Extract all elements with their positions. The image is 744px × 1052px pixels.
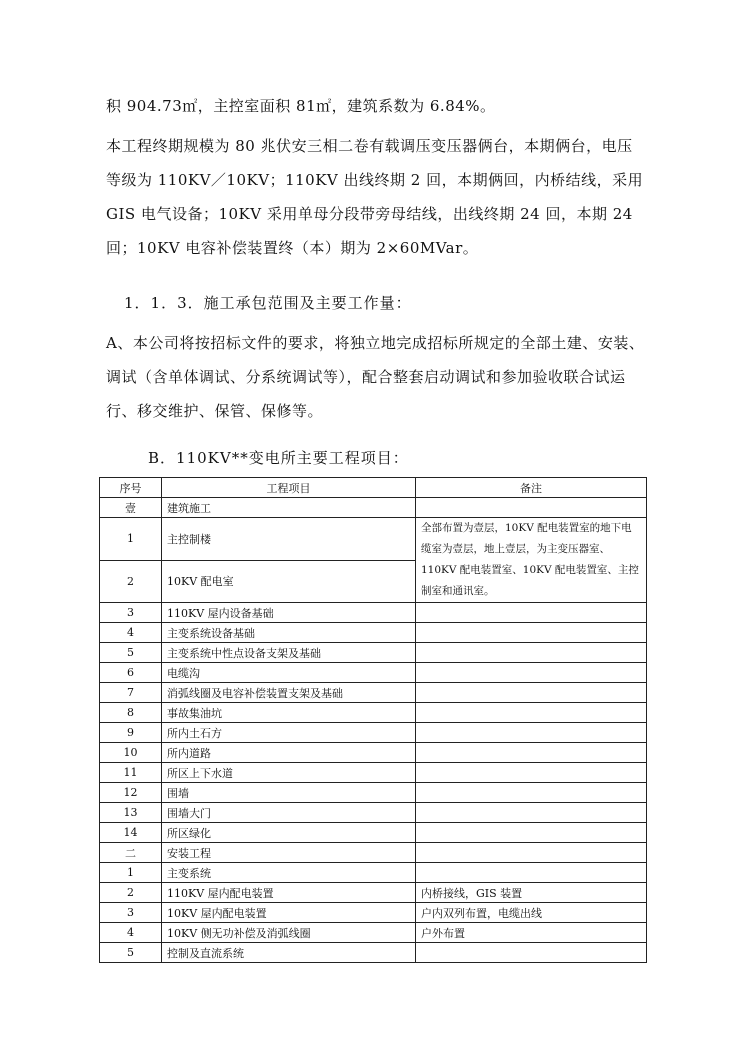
row-seq: 14 [100, 823, 162, 843]
row-note [416, 643, 647, 663]
area-paragraph: 积 904.73㎡，主控室面积 81㎡，建筑系数为 6.84%。 [106, 97, 496, 115]
row-note [416, 723, 647, 743]
row-item: 主变系统 [162, 863, 416, 883]
table-row [100, 863, 647, 883]
row-note: 全部布置为壹层，10KV 配电装置室的地下电缆室为壹层，地上壹层，为主变压器室、110KV 配电装置室、10KV 配电装置室、主控制室和通讯室。 [416, 518, 647, 603]
row-item: 10KV 侧无功补偿及消弧线圈 [162, 923, 416, 943]
row-note [416, 663, 647, 683]
row-item: 控制及直流系统 [162, 943, 416, 963]
row-item: 10KV 屋内配电装置 [162, 903, 416, 923]
row-item: 安装工程 [162, 843, 416, 863]
row-note [416, 783, 647, 803]
table-row [100, 743, 647, 763]
row-note [416, 703, 647, 723]
row-note [416, 498, 647, 518]
row-note [416, 623, 647, 643]
table-row [100, 823, 647, 843]
row-seq: 4 [100, 623, 162, 643]
main-works-table [99, 477, 647, 963]
row-item: 所内土石方 [162, 723, 416, 743]
row-seq: 壹 [100, 498, 162, 518]
row-item: 所区绿化 [162, 823, 416, 843]
table-row [100, 843, 647, 863]
table-header-row [100, 478, 647, 498]
row-item: 110KV 屋内设备基础 [162, 603, 416, 623]
row-seq: 12 [100, 783, 162, 803]
row-seq: 1 [100, 518, 162, 561]
table-row [100, 943, 647, 963]
table-row [100, 763, 647, 783]
row-note: 户外布置 [416, 923, 647, 943]
table-row [100, 903, 647, 923]
row-item: 围墙 [162, 783, 416, 803]
row-item: 主变系统中性点设备支架及基础 [162, 643, 416, 663]
row-item: 所区上下水道 [162, 763, 416, 783]
row-seq: 11 [100, 763, 162, 783]
table-row [100, 883, 647, 903]
table-row [100, 498, 647, 518]
table-row [100, 723, 647, 743]
row-item: 所内道路 [162, 743, 416, 763]
row-item: 主控制楼 [162, 518, 416, 561]
table-row [100, 663, 647, 683]
row-seq: 9 [100, 723, 162, 743]
row-note [416, 843, 647, 863]
header-item: 工程项目 [162, 478, 416, 498]
row-seq: 二 [100, 843, 162, 863]
table-heading: B．110KV**变电所主要工程项目： [148, 449, 409, 467]
row-seq: 13 [100, 803, 162, 823]
table-row [100, 518, 647, 561]
row-note: 内桥接线，GIS 装置 [416, 883, 647, 903]
row-seq: 3 [100, 903, 162, 923]
row-seq: 7 [100, 683, 162, 703]
section-heading: 1．1．3．施工承包范围及主要工作量： [124, 294, 412, 312]
project-scale-paragraph: 本工程终期规模为 80 兆伏安三相二卷有载调压变压器俩台，本期俩台，电压等级为 110KV／10KV；110KV 出线终期 2 回，本期俩回，内桥结线，采用 GIS 电气设备；10KV 采用单母分段带旁母结线，出线终期 24 回，本期 24 回；10KV 电容补偿装置终（本）期为 2×60MVar。 [106, 137, 644, 257]
table-row [100, 643, 647, 663]
row-note [416, 743, 647, 763]
header-seq: 序号 [100, 478, 162, 498]
header-note: 备注 [416, 478, 647, 498]
row-note [416, 763, 647, 783]
row-note [416, 823, 647, 843]
row-seq: 8 [100, 703, 162, 723]
row-seq: 2 [100, 883, 162, 903]
row-item: 10KV 配电室 [162, 560, 416, 603]
table-row [100, 803, 647, 823]
row-note [416, 943, 647, 963]
row-seq: 4 [100, 923, 162, 943]
row-seq: 6 [100, 663, 162, 683]
row-note [416, 683, 647, 703]
row-seq: 2 [100, 560, 162, 603]
scope-paragraph: A、本公司将按招标文件的要求，将独立地完成招标所规定的全部土建、安装、调试（含单体调试、分系统调试等），配合整套启动调试和参加验收联合试运行、移交维护、保管、保修等。 [106, 334, 645, 420]
row-note [416, 863, 647, 883]
row-seq: 1 [100, 863, 162, 883]
row-item: 消弧线圈及电容补偿装置支架及基础 [162, 683, 416, 703]
row-item: 主变系统设备基础 [162, 623, 416, 643]
row-note [416, 603, 647, 623]
row-item: 事故集油坑 [162, 703, 416, 723]
row-seq: 10 [100, 743, 162, 763]
row-seq: 3 [100, 603, 162, 623]
row-note [416, 803, 647, 823]
row-note: 户内双列布置，电缆出线 [416, 903, 647, 923]
row-seq: 5 [100, 643, 162, 663]
table-row [100, 683, 647, 703]
row-seq: 5 [100, 943, 162, 963]
row-item: 围墙大门 [162, 803, 416, 823]
table-row [100, 703, 647, 723]
row-item: 110KV 屋内配电装置 [162, 883, 416, 903]
table-row [100, 603, 647, 623]
row-item: 电缆沟 [162, 663, 416, 683]
table-row [100, 623, 647, 643]
table-row [100, 923, 647, 943]
table-row [100, 783, 647, 803]
row-item: 建筑施工 [162, 498, 416, 518]
